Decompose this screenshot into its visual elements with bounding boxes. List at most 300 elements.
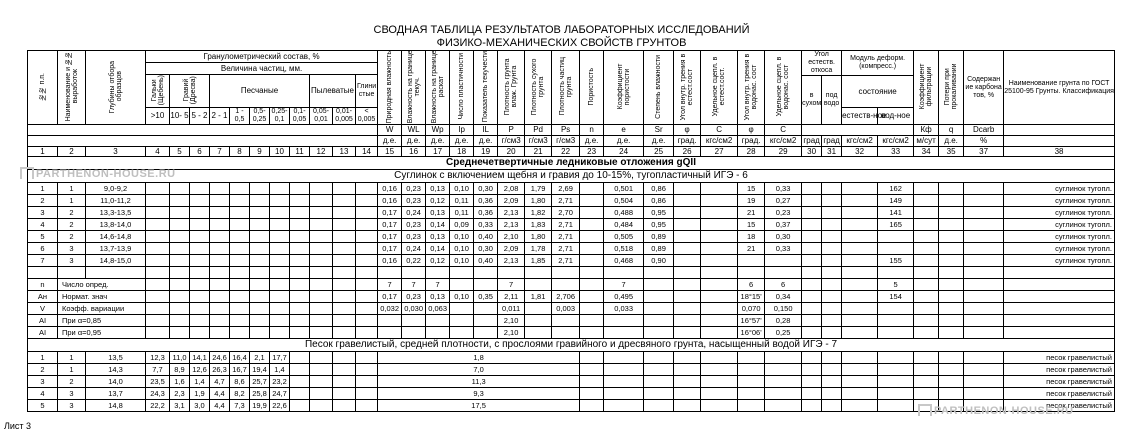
table-cell: 16°06' bbox=[738, 327, 765, 339]
table-cell bbox=[878, 376, 914, 388]
units-row bbox=[28, 136, 1115, 147]
unit-cell: % bbox=[964, 136, 1004, 147]
column-number: 9 bbox=[250, 147, 270, 157]
table-cell bbox=[356, 327, 378, 339]
table-cell: 2 bbox=[28, 364, 58, 376]
table-cell: 2,71 bbox=[552, 243, 580, 255]
table-cell bbox=[310, 231, 333, 243]
table-cell bbox=[580, 388, 604, 400]
table-cell: 11,0-11,2 bbox=[86, 195, 146, 207]
table-cell: 1,83 bbox=[525, 219, 552, 231]
table-cell bbox=[822, 327, 842, 339]
table-cell bbox=[674, 219, 701, 231]
table-cell bbox=[230, 279, 250, 291]
table-cell bbox=[270, 231, 290, 243]
table-cell: суглинок тугопл. bbox=[1004, 207, 1115, 219]
table-cell bbox=[310, 376, 333, 388]
unit-cell: м/сут bbox=[914, 136, 939, 147]
table-cell: 15 bbox=[738, 219, 765, 231]
table-cell bbox=[270, 219, 290, 231]
stats-row bbox=[28, 279, 1115, 291]
table-cell bbox=[333, 255, 356, 267]
table-cell: 0,28 bbox=[765, 315, 802, 327]
unit-cell: д.е. bbox=[644, 136, 674, 147]
unit-cell: кгс/см2 bbox=[878, 136, 914, 147]
table-cell bbox=[230, 195, 250, 207]
table-cell: 19,4 bbox=[250, 364, 270, 376]
header-rhod: Плотность сухого грунта bbox=[531, 58, 546, 116]
stat-symbol: V bbox=[28, 303, 58, 315]
column-number: 18 bbox=[450, 147, 474, 157]
unit-cell: д.е. bbox=[450, 136, 474, 147]
table-cell bbox=[878, 388, 914, 400]
table-cell bbox=[190, 207, 210, 219]
table-cell bbox=[580, 255, 604, 267]
column-number: 20 bbox=[498, 147, 525, 157]
table-cell bbox=[822, 364, 842, 376]
table-cell bbox=[190, 279, 210, 291]
table-cell bbox=[402, 267, 426, 279]
data-row bbox=[28, 376, 1115, 388]
table-cell bbox=[356, 267, 378, 279]
table-cell bbox=[802, 279, 822, 291]
table-cell bbox=[701, 219, 738, 231]
size-label: < 0,005 bbox=[356, 108, 378, 125]
table-cell bbox=[842, 364, 878, 376]
table-cell: 6 bbox=[738, 279, 765, 291]
column-number: 6 bbox=[190, 147, 210, 157]
watermark-text: PARTHENON-HOUSE.RU bbox=[36, 168, 176, 180]
table-cell bbox=[210, 267, 230, 279]
symbol-cell: Sr bbox=[644, 125, 674, 136]
header-slope-wet: под водо bbox=[822, 76, 842, 125]
table-cell bbox=[802, 400, 822, 412]
table-cell bbox=[290, 364, 310, 376]
table-cell bbox=[914, 364, 939, 376]
table-cell bbox=[230, 243, 250, 255]
table-cell bbox=[474, 267, 498, 279]
data-row bbox=[28, 231, 1115, 243]
unit-cell: д.е. bbox=[402, 136, 426, 147]
table-cell: 0,10 bbox=[450, 183, 474, 195]
table-cell bbox=[914, 243, 939, 255]
table-cell bbox=[290, 183, 310, 195]
stat-label: При α=0,95 bbox=[58, 327, 146, 339]
symbol-cell: q bbox=[939, 125, 964, 136]
table-cell: 0,13 bbox=[426, 183, 450, 195]
table-cell bbox=[964, 195, 1004, 207]
table-cell: 0,23 bbox=[402, 195, 426, 207]
data-row bbox=[28, 255, 1115, 267]
column-number: 10 bbox=[270, 147, 290, 157]
table-cell bbox=[270, 303, 290, 315]
header-depth: Глубины отбора образцов bbox=[108, 60, 123, 113]
table-cell bbox=[170, 327, 190, 339]
table-cell bbox=[580, 315, 604, 327]
table-cell bbox=[939, 267, 964, 279]
column-number: 38 bbox=[1004, 147, 1115, 157]
column-number: 8 bbox=[230, 147, 250, 157]
table-cell: 0,17 bbox=[378, 219, 402, 231]
table-cell: 13,5 bbox=[86, 352, 146, 364]
header-sandy: Песчаные bbox=[210, 75, 310, 108]
size-label: 0,1- 0,05 bbox=[290, 108, 310, 125]
table-cell bbox=[310, 352, 333, 364]
unit-cell: д.е. bbox=[426, 136, 450, 147]
table-cell bbox=[842, 291, 878, 303]
table-cell bbox=[310, 243, 333, 255]
table-cell: 14,1 bbox=[190, 352, 210, 364]
table-cell bbox=[525, 327, 552, 339]
table-cell bbox=[474, 327, 498, 339]
table-cell bbox=[250, 183, 270, 195]
table-cell: 162 bbox=[878, 183, 914, 195]
table-cell: 7,0 bbox=[378, 364, 580, 376]
symbol-cell: IL bbox=[474, 125, 498, 136]
column-number: 31 bbox=[822, 147, 842, 157]
table-cell bbox=[914, 279, 939, 291]
table-cell: 4 bbox=[28, 388, 58, 400]
table-cell: 1 bbox=[58, 352, 86, 364]
table-cell: 0,14 bbox=[426, 219, 450, 231]
data-row bbox=[28, 352, 1115, 364]
unit-cell: град bbox=[823, 136, 840, 146]
table-cell: 1 bbox=[58, 183, 86, 195]
header-wp: Влажность на границе раскат bbox=[430, 50, 445, 124]
table-cell: 13,3-13,5 bbox=[86, 207, 146, 219]
table-cell bbox=[802, 267, 822, 279]
table-cell bbox=[765, 376, 802, 388]
table-cell: 0,17 bbox=[378, 207, 402, 219]
table-cell: 13,7 bbox=[86, 388, 146, 400]
table-cell bbox=[474, 279, 498, 291]
table-cell bbox=[802, 327, 822, 339]
table-cell bbox=[842, 243, 878, 255]
table-cell bbox=[250, 195, 270, 207]
column-number: 14 bbox=[356, 147, 378, 157]
table-cell: 2,69 bbox=[552, 183, 580, 195]
table-cell bbox=[378, 267, 402, 279]
size-label: 0,05- 0,01 bbox=[310, 108, 333, 125]
table-cell: 1,78 bbox=[525, 243, 552, 255]
table-cell bbox=[674, 195, 701, 207]
symbol-cell: W bbox=[378, 125, 402, 136]
table-cell bbox=[842, 303, 878, 315]
table-cell bbox=[290, 267, 310, 279]
table-cell bbox=[580, 279, 604, 291]
table-cell: 2,08 bbox=[498, 183, 525, 195]
table-cell: 1,9 bbox=[190, 388, 210, 400]
symbol-cell: C bbox=[765, 125, 802, 136]
table-cell bbox=[802, 303, 822, 315]
table-cell bbox=[210, 303, 230, 315]
table-cell bbox=[939, 303, 964, 315]
table-cell: 0,33 bbox=[474, 219, 498, 231]
header-gravel-a: Гальки (Щебень) bbox=[150, 74, 165, 106]
size-label: 0,25- 0,1 bbox=[270, 108, 290, 125]
table-cell: песок гравелистый bbox=[1004, 376, 1115, 388]
table-cell bbox=[939, 279, 964, 291]
table-cell bbox=[878, 364, 914, 376]
table-cell bbox=[552, 279, 580, 291]
table-cell bbox=[190, 231, 210, 243]
table-cell bbox=[1004, 125, 1115, 136]
table-cell bbox=[802, 219, 822, 231]
header-phi-w: Угол внутр. трения в водонас. сост bbox=[744, 53, 759, 120]
column-number: 4 bbox=[146, 147, 170, 157]
table-cell bbox=[964, 388, 1004, 400]
table-cell bbox=[270, 291, 290, 303]
table-cell bbox=[802, 231, 822, 243]
table-cell: 3 bbox=[58, 255, 86, 267]
table-cell: 2,09 bbox=[498, 195, 525, 207]
table-cell bbox=[146, 195, 170, 207]
table-cell bbox=[580, 207, 604, 219]
table-cell: 0,25 bbox=[765, 327, 802, 339]
table-cell bbox=[450, 327, 474, 339]
table-cell: 1,4 bbox=[190, 376, 210, 388]
table-cell bbox=[402, 315, 426, 327]
table-cell bbox=[822, 303, 842, 315]
table-cell bbox=[450, 279, 474, 291]
table-cell: 0,003 bbox=[552, 303, 580, 315]
table-cell bbox=[842, 327, 878, 339]
table-cell bbox=[878, 327, 914, 339]
table-cell: 2,71 bbox=[552, 255, 580, 267]
table-cell bbox=[190, 291, 210, 303]
table-cell bbox=[250, 267, 270, 279]
table-cell bbox=[842, 376, 878, 388]
table-cell bbox=[604, 400, 644, 412]
table-cell bbox=[552, 315, 580, 327]
table-cell: 0,10 bbox=[450, 231, 474, 243]
table-cell: суглинок тугопл. bbox=[1004, 231, 1115, 243]
table-cell bbox=[765, 400, 802, 412]
table-cell bbox=[170, 279, 190, 291]
table-cell bbox=[230, 315, 250, 327]
table-cell bbox=[450, 315, 474, 327]
table-cell bbox=[939, 243, 964, 255]
table-cell: 12,3 bbox=[146, 352, 170, 364]
table-cell bbox=[230, 327, 250, 339]
column-number: 3 bbox=[86, 147, 146, 157]
table-cell: 0,030 bbox=[402, 303, 426, 315]
unit-cell: кгс/см2 bbox=[701, 136, 738, 147]
table-cell: 11,0 bbox=[170, 352, 190, 364]
table-cell: 7 bbox=[604, 279, 644, 291]
table-cell bbox=[210, 291, 230, 303]
table-cell: 7 bbox=[378, 279, 402, 291]
size-label: 0,01- 0,005 bbox=[333, 108, 356, 125]
table-cell bbox=[310, 388, 333, 400]
table-cell: 3 bbox=[58, 388, 86, 400]
table-cell: 17,5 bbox=[378, 400, 580, 412]
table-cell bbox=[644, 303, 674, 315]
table-cell bbox=[552, 267, 580, 279]
table-cell bbox=[146, 219, 170, 231]
table-cell bbox=[939, 352, 964, 364]
table-cell bbox=[802, 255, 822, 267]
table-cell bbox=[356, 219, 378, 231]
column-number: 32 bbox=[842, 147, 878, 157]
table-cell bbox=[914, 303, 939, 315]
table-cell: 22,2 bbox=[146, 400, 170, 412]
header-carb: Содержан ие карбона тов, % bbox=[964, 51, 1004, 125]
table-cell bbox=[939, 388, 964, 400]
table-cell: суглинок тугопл. bbox=[1004, 243, 1115, 255]
table-cell: 0,495 bbox=[604, 291, 644, 303]
table-cell: суглинок тугопл. bbox=[1004, 183, 1115, 195]
table-cell bbox=[210, 255, 230, 267]
table-cell: 2,10 bbox=[498, 231, 525, 243]
table-cell bbox=[939, 315, 964, 327]
table-cell: 0,36 bbox=[474, 195, 498, 207]
table-cell: 0,032 bbox=[378, 303, 402, 315]
size-label: 2 - 1 bbox=[210, 108, 230, 125]
table-cell: 0,488 bbox=[604, 207, 644, 219]
table-cell bbox=[701, 231, 738, 243]
stat-label: При α=0,85 bbox=[58, 315, 146, 327]
table-cell bbox=[964, 327, 1004, 339]
table-cell: 0,16 bbox=[378, 183, 402, 195]
table-cell: 0,09 bbox=[450, 219, 474, 231]
table-cell: 19,9 bbox=[250, 400, 270, 412]
unit-cell: г/см3 bbox=[525, 136, 552, 147]
column-number: 26 bbox=[674, 147, 701, 157]
table-cell bbox=[701, 207, 738, 219]
table-cell bbox=[842, 267, 878, 279]
table-cell bbox=[738, 400, 765, 412]
table-cell: 0,10 bbox=[450, 291, 474, 303]
table-cell bbox=[356, 400, 378, 412]
table-cell bbox=[738, 388, 765, 400]
table-cell: 0,17 bbox=[378, 291, 402, 303]
table-cell bbox=[146, 207, 170, 219]
data-row bbox=[28, 219, 1115, 231]
table-cell bbox=[190, 303, 210, 315]
table-cell: 2,09 bbox=[498, 243, 525, 255]
soil-properties-table bbox=[27, 50, 1115, 412]
table-cell bbox=[310, 207, 333, 219]
header-state: состояние bbox=[842, 76, 914, 108]
table-cell: 4,4 bbox=[210, 388, 230, 400]
table-cell bbox=[250, 255, 270, 267]
table-cell: 22,6 bbox=[270, 400, 290, 412]
table-cell: 12,6 bbox=[190, 364, 210, 376]
table-cell: 0,070 bbox=[738, 303, 765, 315]
header-c-w: Удельное сцепл. в водонас. сост bbox=[776, 56, 791, 117]
table-cell bbox=[333, 183, 356, 195]
table-cell bbox=[450, 267, 474, 279]
unit-cell: д.е. bbox=[604, 136, 644, 147]
watermark bbox=[918, 404, 1074, 417]
table-cell bbox=[604, 327, 644, 339]
table-cell bbox=[356, 279, 378, 291]
table-cell bbox=[402, 327, 426, 339]
table-cell bbox=[170, 219, 190, 231]
table-cell bbox=[842, 255, 878, 267]
report-title: СВОДНАЯ ТАБЛИЦА РЕЗУЛЬТАТОВ ЛАБОРАТОРНЫХ ИССЛЕДОВАНИЙ bbox=[373, 24, 750, 36]
section-subtitle: Суглинок с включением щебня и гравия до 10-15%, тугопластичный ИГЭ - 6 bbox=[28, 170, 1115, 183]
table-cell: 0,33 bbox=[765, 183, 802, 195]
table-cell bbox=[1004, 315, 1115, 327]
unit-cell: д.е. bbox=[474, 136, 498, 147]
table-cell bbox=[964, 183, 1004, 195]
table-cell bbox=[310, 279, 333, 291]
symbol-cell: C bbox=[701, 125, 738, 136]
table-cell bbox=[939, 291, 964, 303]
table-cell bbox=[230, 303, 250, 315]
table-cell bbox=[270, 243, 290, 255]
table-cell: 0,89 bbox=[644, 231, 674, 243]
table-cell: 0,468 bbox=[604, 255, 644, 267]
table-cell: 0,89 bbox=[644, 243, 674, 255]
column-number: 22 bbox=[552, 147, 580, 157]
table-cell bbox=[426, 315, 450, 327]
table-cell: песок гравелистый bbox=[1004, 352, 1115, 364]
table-cell bbox=[250, 231, 270, 243]
table-cell bbox=[310, 183, 333, 195]
table-cell bbox=[802, 207, 822, 219]
sheet-number: Лист 3 bbox=[4, 421, 32, 431]
table-cell bbox=[914, 267, 939, 279]
header-losses: Потери при прокаливании bbox=[944, 63, 959, 110]
table-cell: 2,71 bbox=[552, 231, 580, 243]
table-cell: 23,2 bbox=[270, 376, 290, 388]
symbol-cell: Pd bbox=[525, 125, 552, 136]
table-cell: 8,2 bbox=[230, 388, 250, 400]
column-number: 2 bbox=[58, 147, 86, 157]
table-cell bbox=[28, 125, 378, 136]
table-cell: 0,23 bbox=[402, 231, 426, 243]
table-cell bbox=[310, 255, 333, 267]
table-cell bbox=[765, 267, 802, 279]
table-cell bbox=[674, 231, 701, 243]
table-cell bbox=[250, 291, 270, 303]
table-cell: 7,7 bbox=[146, 364, 170, 376]
table-cell: 1,82 bbox=[525, 207, 552, 219]
column-number: 34 bbox=[914, 147, 939, 157]
table-cell bbox=[310, 291, 333, 303]
table-cell bbox=[802, 388, 822, 400]
table-cell bbox=[290, 303, 310, 315]
watermark-text: PARTHENON-HOUSE.RU bbox=[934, 405, 1074, 417]
data-row bbox=[28, 207, 1115, 219]
table-cell: 24,7 bbox=[270, 388, 290, 400]
section-title-row bbox=[28, 157, 1115, 170]
column-number: 1 bbox=[28, 147, 58, 157]
header-rho: Плотность грунта влаж. Грунта bbox=[504, 58, 519, 116]
table-cell bbox=[552, 327, 580, 339]
table-cell bbox=[914, 291, 939, 303]
table-cell: 2,70 bbox=[552, 207, 580, 219]
table-cell bbox=[356, 291, 378, 303]
header-il: Показатель текучести bbox=[482, 51, 490, 123]
table-cell bbox=[310, 219, 333, 231]
table-cell: 7 bbox=[28, 255, 58, 267]
size-label: 5 - 2 bbox=[190, 108, 210, 125]
table-cell bbox=[580, 352, 604, 364]
table-cell: 0,11 bbox=[450, 207, 474, 219]
table-cell bbox=[701, 315, 738, 327]
table-cell bbox=[644, 279, 674, 291]
table-cell bbox=[190, 327, 210, 339]
table-cell bbox=[738, 267, 765, 279]
table-cell bbox=[333, 315, 356, 327]
table-cell bbox=[146, 315, 170, 327]
column-number: 21 bbox=[525, 147, 552, 157]
table-cell bbox=[644, 352, 674, 364]
